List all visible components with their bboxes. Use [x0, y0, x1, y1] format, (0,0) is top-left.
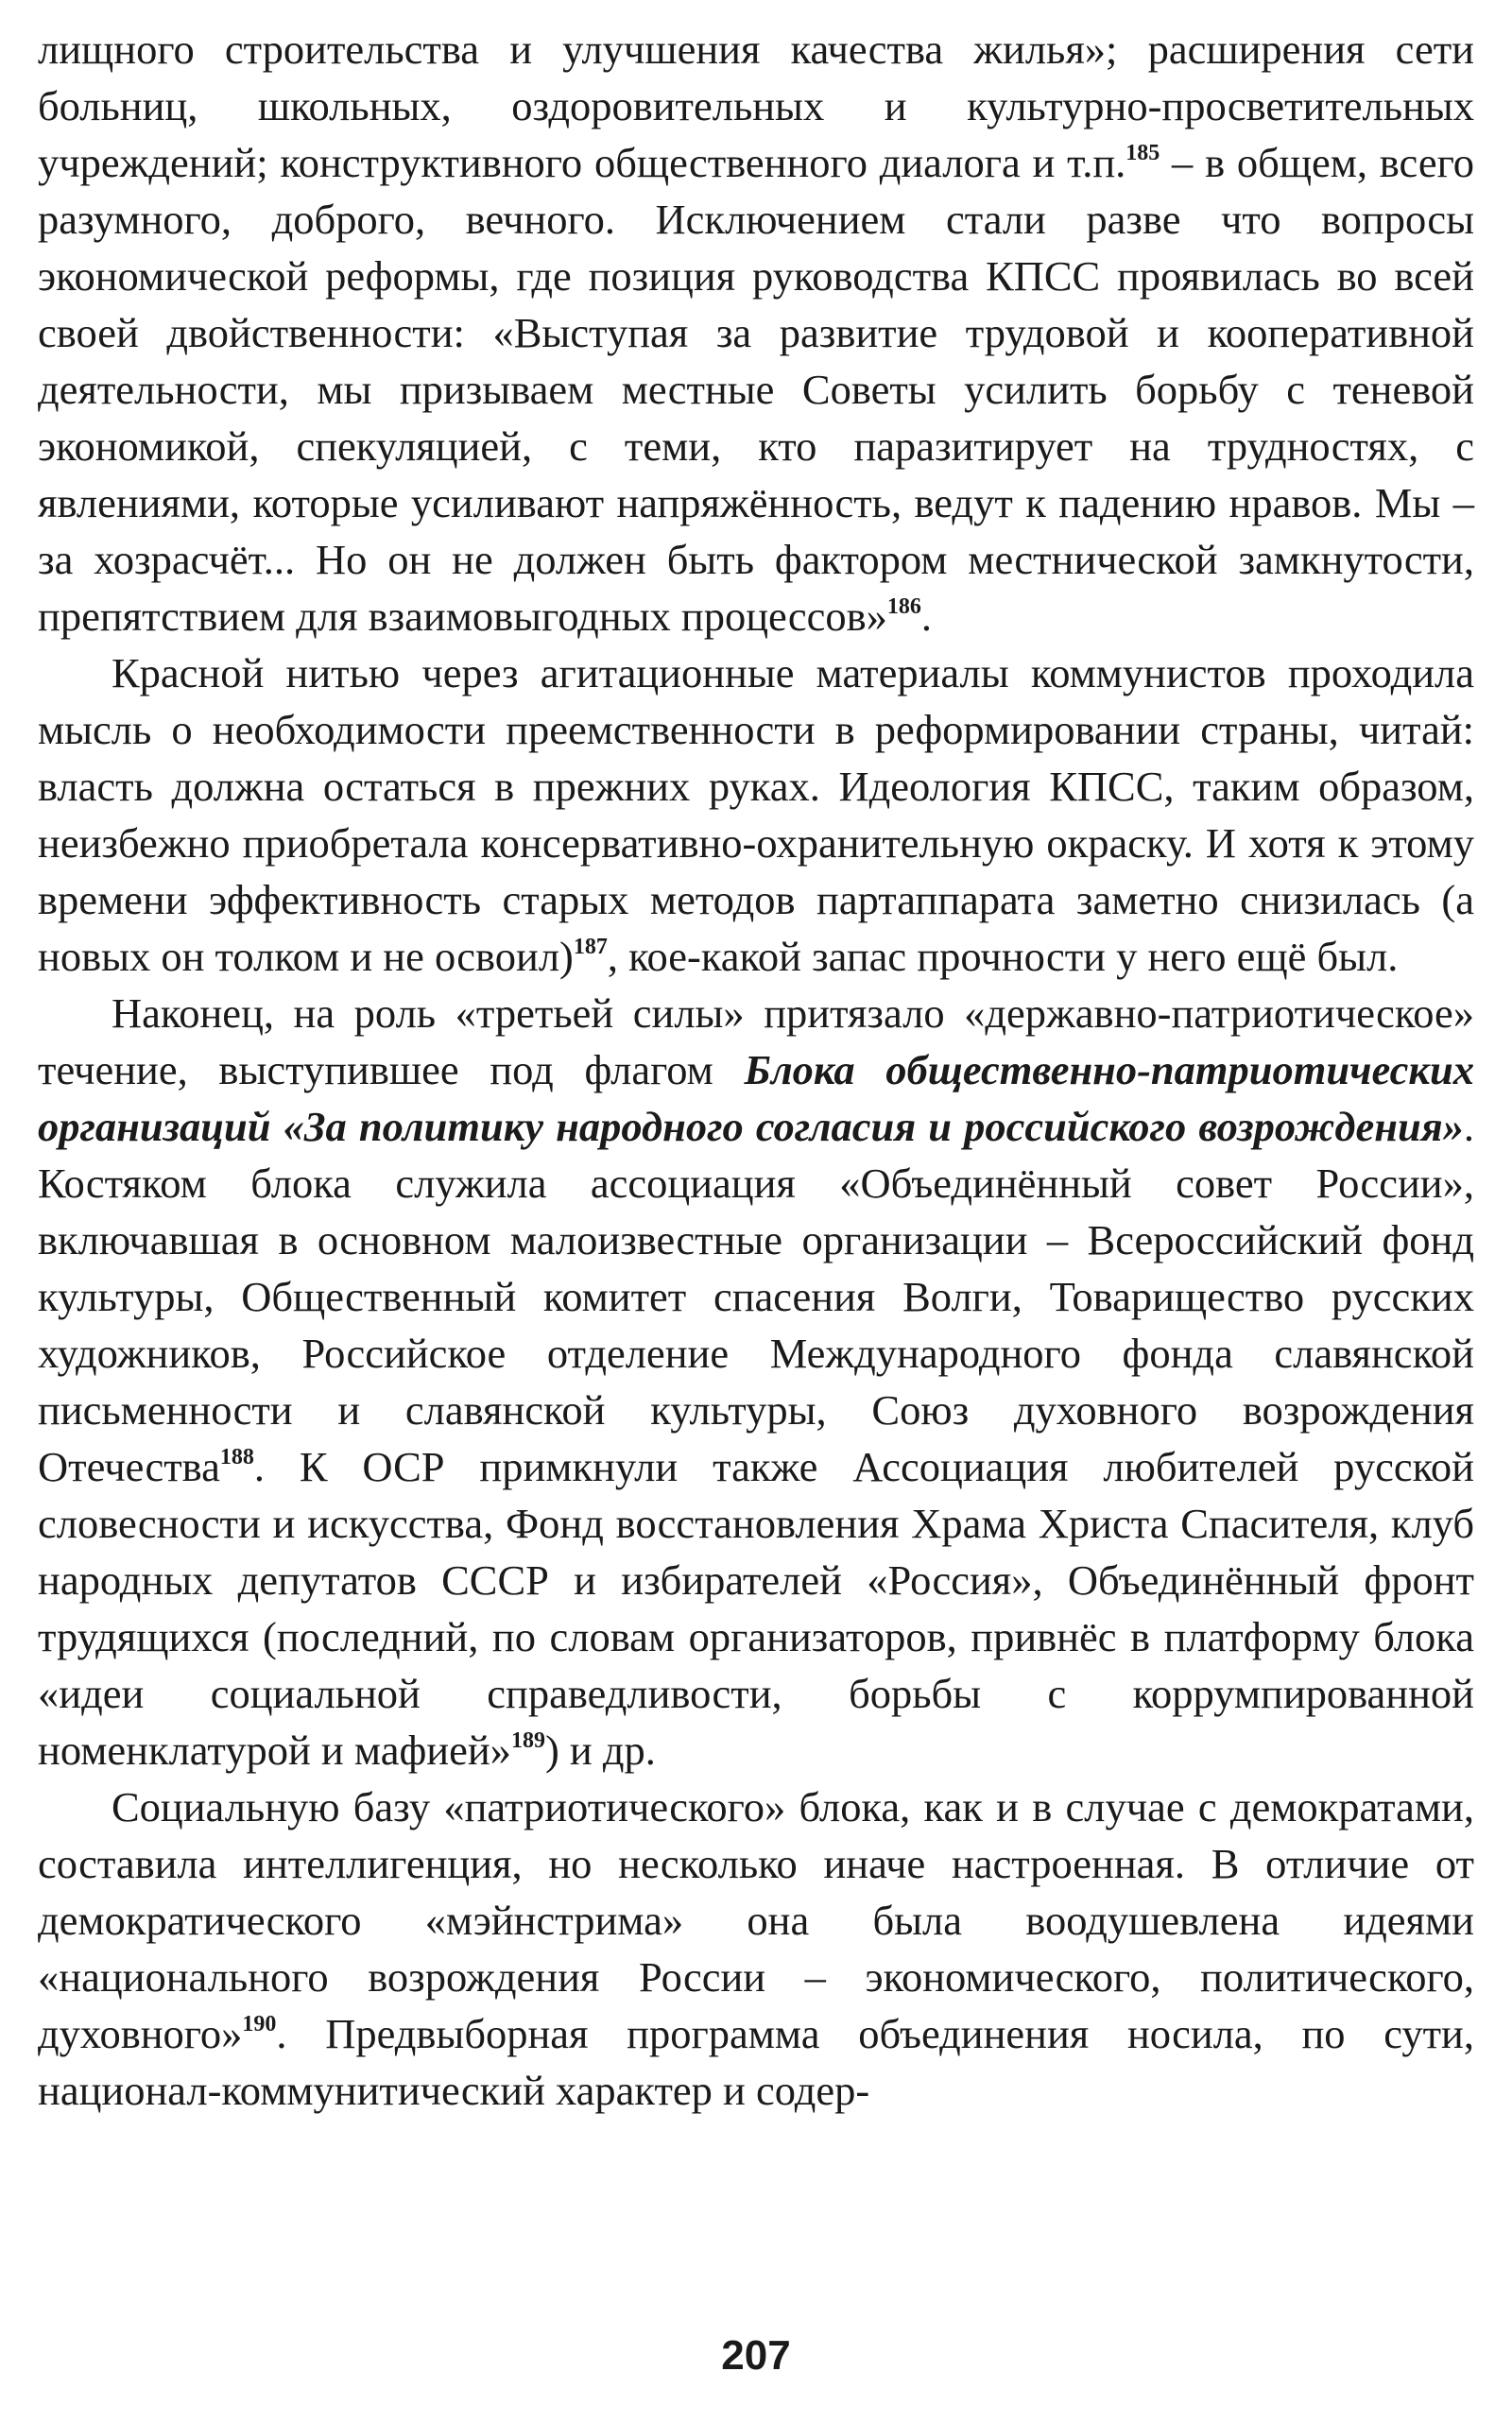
text-run: Наконец, на роль «третьей силы» притязало «державно-патриотическое» течение, выступившее под флагом	[38, 989, 1474, 1093]
bold-italic-title: Блока общественно-патриотических организаций «За политику народного согласия и российского возрождения»	[38, 1046, 1474, 1150]
text-run: . Предвыборная программа объединения носила, по сути, национал-коммунитический характер и содер-	[38, 2010, 1474, 2114]
text-run: , кое-какой запас прочности у него ещё был.	[607, 933, 1399, 980]
paragraph	[38, 1779, 1474, 2119]
paragraph	[38, 644, 1474, 985]
text-run: лищного строительства и улучшения качества жилья»; расширения сети больниц, школьных, оздоровительных и культурно-просветительных учреждений; конструктивного общественного диалога и т.п.	[38, 26, 1474, 186]
footnote-ref: 185	[1125, 141, 1160, 165]
text-run: .	[920, 593, 933, 640]
text-run: ) и др.	[544, 1727, 656, 1774]
footnote-ref: 189	[510, 1728, 545, 1753]
paragraph	[38, 21, 1474, 644]
paragraph	[38, 985, 1474, 1779]
text-run: . К ОСР примкнули также Ассоциация любителей русской словесности и искусства, Фонд восстановления Храма Христа Спасителя, клуб народных депутатов СССР и избирателей «Россия», Объединённый фронт трудящихся (последний, по словам организаторов, привнёс в платформу блока «идеи социальной справедливости, борьбы с коррумпированной номенклатурой и мафией»	[38, 1443, 1474, 1774]
page-number: 207	[721, 2332, 791, 2379]
text-run: . Костяком блока служила ассоциация «Объединённый совет России», включавшая в основном малоизвестные организации – Всероссийский фонд культуры, Общественный комитет спасения Волги, Товарищество русских художников, Российское отделение Международного фонда славянской письменности и славянской культуры, Союз духовного возрождения Отечества	[38, 1103, 1474, 1490]
footnote-ref: 190	[242, 2012, 277, 2036]
text-run: Красной нитью через агитационные материалы коммунистов проходила мысль о необходимости преемственности в реформировании страны, читай: власть должна остаться в прежних руках. Идеология КПСС, таким образом, неизбежно приобретала консервативно-охранительную окраску. И хотя к этому времени эффективность старых методов партаппарата заметно снизилась (а новых он толком и не освоил)	[38, 649, 1474, 980]
text-run: Социальную базу «патриотического» блока, как и в случае с демократами, составила интеллигенция, но несколько иначе настроенная. В отличие от демократического «мэйнстрима» она была воодушевлена идеями «национального возрождения России – экономического, политического, духовного»	[38, 1783, 1474, 2057]
text-run: – в общем, всего разумного, доброго, вечного. Исключением стали разве что вопросы экономической реформы, где позиция руководства КПСС проявилась во всей своей двойственности: «Выступая за развитие трудовой и кооперативной деятельности, мы призываем местные Советы усилить борьбу с теневой экономикой, спекуляцией, с теми, кто паразитирует на трудностях, с явлениями, которые усиливают напряжённость, ведут к падению нравов. Мы – за хозрасчёт... Но он не должен быть фактором местнической замкнутости, препятствием для взаимовыгодных процессов»	[38, 139, 1474, 640]
footnote-ref: 187	[573, 935, 608, 959]
body-text	[38, 21, 1474, 2119]
footnote-ref: 186	[886, 594, 921, 619]
footnote-ref: 188	[219, 1445, 254, 1469]
